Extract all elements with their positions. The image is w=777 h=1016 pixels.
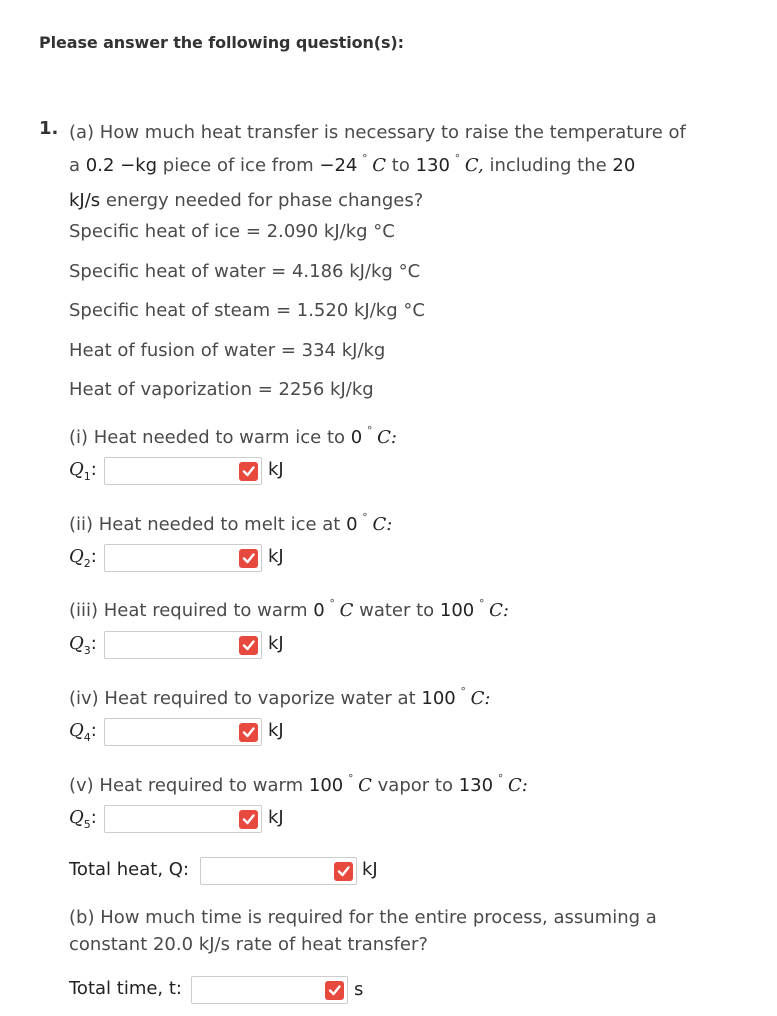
q5-answer-box [104,805,262,833]
part-i-prompt: (i) Heat needed to warm ice to 0 ∘ C: [69,421,397,448]
part-ii-prompt: (ii) Heat needed to melt ice at 0 ∘ C: [69,508,393,535]
part-iv-prompt: (iv) Heat required to vaporize water at 100 ∘ C: [69,682,491,709]
temp-end: 130 [415,155,450,176]
q3-label: $Q_3$: [69,633,97,657]
q5-unit: kJ [268,807,284,828]
q1-label: $Q_1$: [69,459,97,483]
temp-start: −24 [319,155,358,176]
constant-steam: Specific heat of steam = 1.520 kJ/kg °C [69,300,425,321]
total-time-unit: s [354,979,364,1000]
part-v-prompt: (v) Heat required to warm 100 ∘ C vapor to 130 ∘ C: [69,769,528,796]
q1-answer-box [104,457,262,485]
total-heat-unit: kJ [362,859,378,880]
constant-fusion: Heat of fusion of water = 334 kJ/kg [69,340,386,361]
check-icon [239,549,258,568]
question-number: 1. [39,118,59,139]
q4-input[interactable] [105,719,243,745]
check-icon [239,810,258,829]
total-time-label: Total time, t: [69,978,182,999]
total-time-answer-box [191,976,348,1004]
part-iii-prompt: (iii) Heat required to warm 0 ∘ C water to 100 ∘ C: [69,594,509,621]
q4-label: $Q_4$: [69,720,97,744]
constant-vaporization: Heat of vaporization = 2256 kJ/kg [69,379,374,400]
q5-label: $Q_5$: [69,807,97,831]
constant-water: Specific heat of water = 4.186 kJ/kg °C [69,261,421,282]
q4-unit: kJ [268,720,284,741]
q3-input[interactable] [105,632,243,658]
check-icon [239,462,258,481]
page-header: Please answer the following question(s): [39,33,404,52]
q1-input[interactable] [105,458,243,484]
energy-value: 20 [612,155,636,176]
check-icon [239,723,258,742]
check-icon [334,862,353,881]
mass-value: 0.2 −kg [85,155,158,176]
part-a-line3: kJ/s energy needed for phase changes? [69,190,424,211]
q3-answer-box [104,631,262,659]
constant-ice: Specific heat of ice = 2.090 kJ/kg °C [69,221,395,242]
part-b-line2: constant 20.0 kJ/s rate of heat transfer? [69,934,428,955]
q1-unit: kJ [268,459,284,480]
check-icon [325,981,344,1000]
check-icon [239,636,258,655]
q5-input[interactable] [105,806,243,832]
q2-input[interactable] [105,545,243,571]
total-heat-answer-box [200,857,357,885]
total-time-input[interactable] [192,977,329,1003]
q2-answer-box [104,544,262,572]
question-text-part-a [69,116,749,217]
part-b-line1: (b) How much time is required for the entire process, assuming a [69,907,657,928]
q2-label: $Q_2$: [69,546,97,570]
total-heat-label: Total heat, Q: [69,859,190,880]
q4-answer-box [104,718,262,746]
q2-unit: kJ [268,546,284,567]
part-a-line2: a 0.2 −kg piece of ice from −24 ∘ C to 130 ∘ C, including the 20 [69,149,636,176]
total-heat-input[interactable] [201,858,338,884]
q3-unit: kJ [268,633,284,654]
energy-unit: kJ/s [69,190,101,211]
part-a-line1: (a) How much heat transfer is necessary to raise the temperature of [69,122,686,143]
